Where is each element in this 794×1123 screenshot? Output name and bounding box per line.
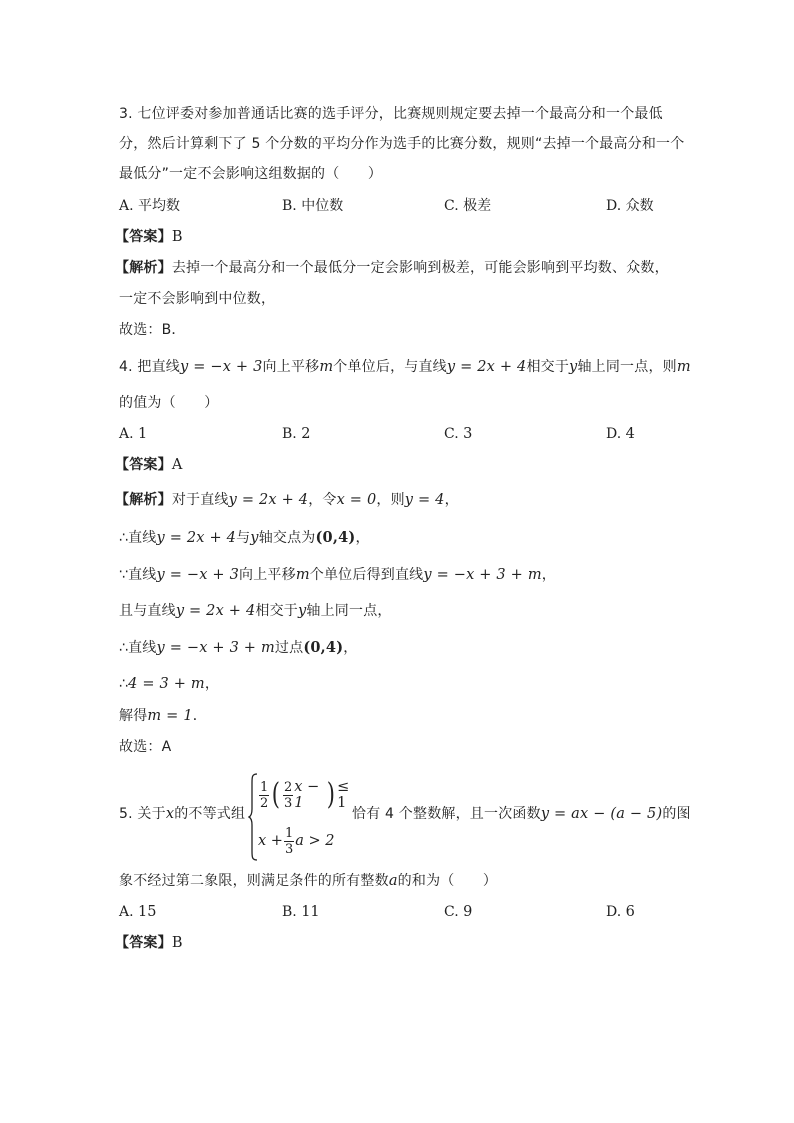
q3-answer: 【答案】B [115,229,183,245]
q4-option-c: C. 3 [444,426,473,442]
q4-stem-line-1: 4. 把直线y = −x + 3向上平移m个单位后，与直线y = 2x + 4相交于y轴上同一点，则m [119,359,691,375]
q4-analysis-line-1: 【解析】对于直线y = 2x + 4，令x = 0，则y = 4， [115,492,459,508]
q3-analysis-line-1: 【解析】去掉一个最高分和一个最低分一定会影响到极差，可能会影响到平均数、众数， [115,260,669,276]
q4-analysis-line-5: ∴直线y = −x + 3 + m过点(0,4)， [119,639,358,656]
q4-analysis-line-7: 解得m = 1． [119,708,207,724]
q4-option-b: B. 2 [282,426,311,442]
q4-answer: 【答案】A [115,457,183,473]
q3-conclusion: 故选：B． [119,322,186,338]
q4-stem-line-2: 的值为（ ） [119,395,219,411]
q3-option-d: D. 众数 [606,198,654,214]
q4-option-d: D. 4 [606,426,635,442]
q3-stem-line-1: 3. 七位评委对参加普通话比赛的选手评分，比赛规则规定要去掉一个最高分和一个最低 [119,106,663,122]
q3-option-c: C. 极差 [444,198,492,214]
q4-analysis-line-6: ∴4 = 3 + m， [119,676,220,692]
q3-option-a: A. 平均数 [119,198,181,214]
q5-answer: 【答案】B [115,935,183,951]
q4-analysis-line-4: 且与直线y = 2x + 4相交于y轴上同一点， [119,603,392,619]
q5-option-d: D. 6 [606,904,635,920]
q4-option-a: A. 1 [119,426,148,442]
q5-stem-suffix: 恰有 4 个整数解，且一次函数y = ax − (a − 5)的图 [352,806,691,822]
q3-option-b: B. 中位数 [282,198,344,214]
q5-stem-line-2: 象不经过第二象限，则满足条件的所有整数a的和为（ ） [119,873,498,889]
q4-analysis-line-3: ∵直线y = −x + 3向上平移m个单位后得到直线y = −x + 3 + m， [119,567,556,583]
q5-option-c: C. 9 [444,904,473,920]
inequality-system [248,773,358,859]
q3-analysis-line-2: 一定不会影响到中位数， [119,291,276,307]
q4-conclusion: 故选：A [119,739,172,755]
q3-stem-line-2: 分，然后计算剩下了 5 个分数的平均分作为选手的比赛分数，规则“去掉一个最高分和一个 [119,136,685,152]
inequality-2: x + $\frac{1}{3}$ a > 2 [258,825,335,857]
q3-stem-line-3: 最低分”一定不会影响这组数据的（ ） [119,166,383,182]
left-brace-icon [248,773,258,861]
q5-option-a: A. 15 [119,904,157,920]
inequality-1: $\frac{1}{2}$ ( $\frac{2}{3}$ x − 1 ) ≤ 1 [260,777,350,812]
q5-option-b: B. 11 [282,904,320,920]
q5-stem-prefix: 5. 关于x的不等式组 [119,806,246,822]
q4-analysis-line-2: ∴直线y = 2x + 4与y轴交点为(0,4)， [119,529,370,546]
